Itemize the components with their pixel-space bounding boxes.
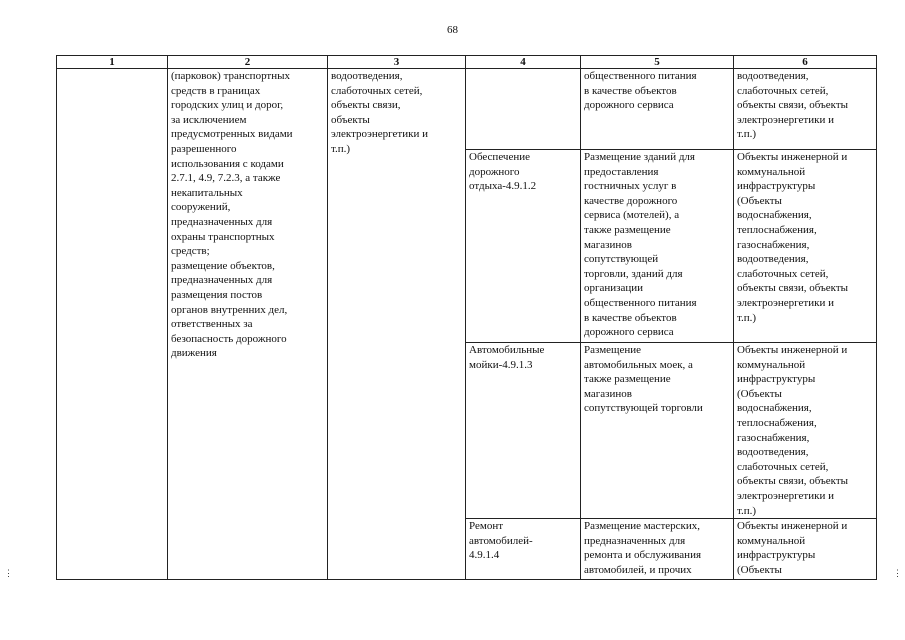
- header-col-3: 3: [328, 56, 466, 69]
- header-col-1: 1: [57, 56, 168, 69]
- col3-cell: водоотведения, слаботочных сетей, объекты связи, объекты электроэнергетики и т.п.): [328, 69, 466, 580]
- header-col-5: 5: [581, 56, 734, 69]
- col1-cell: [57, 69, 168, 580]
- page-number: 68: [447, 24, 458, 36]
- table-row: [57, 69, 877, 150]
- row1-col6: водоотведения, слаботочных сетей, объекты связи, объекты электроэнергетики и т.п.): [734, 69, 877, 150]
- row3-col5: Размещение автомобильных моек, а также размещение магазинов сопутствующей торговли: [581, 343, 734, 519]
- zoning-table: [56, 55, 877, 580]
- row3-col4: Автомобильные мойки-4.9.1.3: [466, 343, 581, 519]
- row3-col6: Объекты инженерной и коммунальной инфраструктуры (Объекты водоснабжения, теплоснабжения, газоснабжения, водоотведения, слаботочных сетей, объекты связи, объекты электроэнергетики и т.п.): [734, 343, 877, 519]
- right-edge-mark: ⋮: [893, 568, 902, 578]
- left-edge-mark: ⋮: [4, 568, 13, 578]
- row1-col5: общественного питания в качестве объектов дорожного сервиса: [581, 69, 734, 150]
- col2-cell: (парковок) транспортных средств в границах городских улиц и дорог, за исключением предусмотренных видами разрешенного использования с кодами 2.7.1, 4.9, 7.2.3, а также некапитальных сооружений, предназначенных для охраны транспортных средств; размещение объектов, предназначенных для размещения постов органов внутренних дел, ответственных за безопасность дорожного движения: [168, 69, 328, 580]
- header-col-6: 6: [734, 56, 877, 69]
- row4-col5: Размещение мастерских, предназначенных для ремонта и обслуживания автомобилей, и прочих: [581, 519, 734, 580]
- row1-col4: [466, 69, 581, 150]
- row4-col4: Ремонт автомобилей- 4.9.1.4: [466, 519, 581, 580]
- header-col-2: 2: [168, 56, 328, 69]
- header-col-4: 4: [466, 56, 581, 69]
- row2-col4: Обеспечение дорожного отдыха-4.9.1.2: [466, 150, 581, 343]
- row4-col6: Объекты инженерной и коммунальной инфраструктуры (Объекты: [734, 519, 877, 580]
- header-row: [57, 56, 877, 69]
- row2-col6: Объекты инженерной и коммунальной инфраструктуры (Объекты водоснабжения, теплоснабжения, газоснабжения, водоотведения, слаботочных сетей, объекты связи, объекты электроэнергетики и т.п.): [734, 150, 877, 343]
- row2-col5: Размещение зданий для предоставления гостничных услуг в качестве дорожного сервиса (мотелей), а также размещение магазинов сопутствующей торговли, зданий для организации общественного питания в качестве объектов дорожного сервиса: [581, 150, 734, 343]
